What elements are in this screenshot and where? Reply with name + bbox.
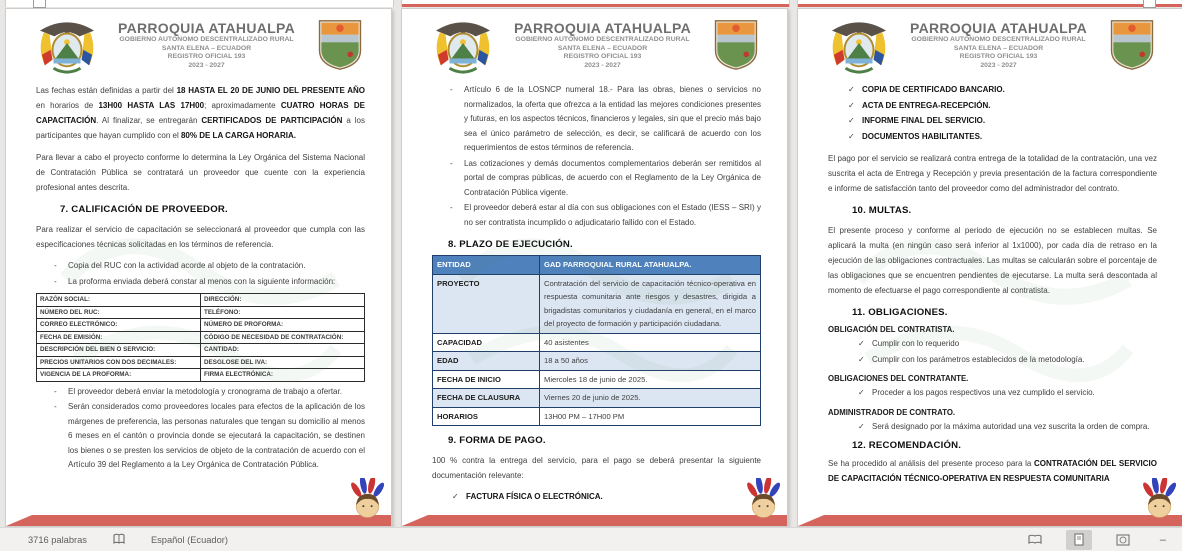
paragraph: El presente proceso y conforme al periodo de ejecución no se establecen multas. Se aplicará la multa (en ningún caso será inferior al 1x1000), por cada día de retraso en la ejecución de las obligaciones contractuales. Las multas se calcularán sobre el porcentaje de las obligaciones que se encuentren pendientes de ejecutarse. La multa será descontada al momento de efectuarse el pago correspondiente al contratista. — [828, 226, 1157, 295]
check-icon: ✓ — [858, 388, 865, 397]
check-list-item: ✓ Será designado por la máxima autoridad una vez suscrita la orden de compra. — [828, 420, 1157, 435]
page-title: PARROQUIA ATAHUALPA — [117, 20, 296, 36]
atahualpa-mascot-icon — [349, 478, 386, 522]
text-run: . Al finalizar, se entregarán — [96, 116, 202, 125]
proforma-requirements-table — [36, 293, 365, 382]
table-row: CORREO ELECTRÓNICO: NÚMERO DE PROFORMA: — [37, 319, 365, 332]
subheading-administrador: ADMINISTRADOR DE CONTRATO. — [828, 407, 956, 417]
list-item: - El proveedor deberá estar al día con sus obligaciones con el Estado (IESS – SRI) y no ser contratista incumplido o adjudicatario fallido con el Estado. — [432, 201, 761, 230]
text-run-bold: 13H00 HASTA LAS 17H00 — [98, 101, 205, 110]
page-1[interactable] — [5, 8, 392, 527]
parish-shield-icon — [711, 18, 761, 72]
list-item: - El proveedor deberá enviar la metodología y cronograma de trabajo a ofertar. — [36, 385, 365, 400]
header-line4: 2023 - 2027 — [188, 61, 225, 69]
text-run-bold: 18 HASTA EL 20 DE JUNIO DEL PRESENTE AÑO — [176, 86, 365, 95]
parish-shield-icon — [1107, 18, 1157, 72]
list-item: - Artículo 6 de la LOSNCP numeral 18.- Para las obras, bienes o servicios no normalizados, la oferta que ofrezca a la entidad las mejores condiciones presentes y futuras, en los aspectos técnicos, financieros y legales, sin que el precio más bajo sea el único parámetro de selección, es decir, se calificará de acuerdo con los requerimientos de estos términos de referencia. — [432, 83, 761, 156]
status-bar — [0, 527, 1182, 551]
document-header — [36, 18, 365, 76]
table-row: FECHA DE INICIO Miercoles 18 de junio de 2025. — [433, 370, 761, 389]
subheading-contratista: OBLIGACIÓN DEL CONTRATISTA. — [828, 325, 955, 334]
check-list-item: ✓ FACTURA FÍSICA O ELECTRÓNICA. — [432, 490, 761, 505]
list-item: - Las cotizaciones y demás documentos complementarios deberán ser remitidos al portal de compras públicas, de acuerdo con el Reglamento de la Ley Orgánica de Contratación Pública vigente. — [432, 157, 761, 201]
paragraph: Para realizar el servicio de capacitación se seleccionará al proveedor que cumpla con las especificaciones técnicas solicitadas en los términos de referencia. — [36, 225, 365, 249]
dash-bullet-icon: - — [450, 158, 453, 168]
header-line1: GOBIERNO AUTÓNOMO DESCENTRALIZADO RURAL — [515, 36, 690, 43]
footer-ribbon — [6, 515, 391, 526]
check-icon: ✓ — [858, 354, 865, 364]
dash-bullet-icon: - — [450, 85, 453, 94]
document-header — [828, 18, 1157, 76]
paragraph: 100 % contra la entrega del servicio, para el pago se deberá presentar la siguiente documentación relevante: — [432, 456, 761, 480]
paragraph: Para llevar a cabo el proyecto conforme lo determina la Ley Orgánica del Sistema Nacional de Contratación Pública se contratará un proveedor que cuente con la experiencia profesional antes descrita. — [36, 153, 365, 192]
check-icon: ✓ — [858, 339, 865, 348]
table-row: HORARIOS 13H00 PM – 17H00 PM — [433, 407, 761, 426]
prev-page-bottom-sliver — [5, 0, 394, 7]
check-list-item: ✓ ACTA DE ENTREGA-RECEPCIÓN. — [828, 99, 1157, 114]
table-row: RAZÓN SOCIAL: DIRECCIÓN: — [37, 294, 365, 307]
print-layout-button[interactable] — [1066, 530, 1092, 550]
header-line2: SANTA ELENA – ECUADOR — [557, 44, 648, 52]
header-line3: REGISTRO OFICIAL 193 — [563, 53, 642, 61]
check-list-item: ✓ COPIA DE CERTIFICADO BANCARIO. — [828, 83, 1157, 98]
table-row: DESCRIPCIÓN DEL BIEN O SERVICIO: CANTIDAD: — [37, 344, 365, 357]
page-title: PARROQUIA ATAHUALPA — [513, 20, 692, 36]
header-line4: 2023 - 2027 — [584, 61, 621, 69]
text-run: a los participantes que hayan cumplido con el — [36, 116, 366, 140]
check-icon: ✓ — [848, 131, 855, 141]
text-run-bold: CUATRO HORAS DE CAPACITACIÓN — [36, 101, 366, 125]
section-heading-7: 7. CALIFICACIÓN DE PROVEEDOR. — [60, 204, 228, 215]
paragraph — [36, 83, 365, 143]
section-heading-10: 10. MULTAS. — [852, 205, 912, 216]
text-run: Se ha procedido al análisis del presente proceso para la — [828, 459, 1034, 468]
zoom-out-button[interactable]: – — [1159, 533, 1166, 546]
check-list-item: ✓ DOCUMENTOS HABILITANTES. — [828, 130, 1157, 145]
atahualpa-mascot-icon — [1141, 478, 1178, 522]
list-item: - La proforma enviada deberá constar al menos con la siguiente información: — [36, 275, 365, 290]
dash-bullet-icon: - — [54, 276, 57, 286]
header-line4: 2023 - 2027 — [980, 61, 1017, 69]
header-line2: SANTA ELENA – ECUADOR — [953, 44, 1044, 52]
text-run-bold: CONTRATACIÓN DEL SERVICIO DE CAPACITACIÓN TÉCNICO-OPERATIVA EN RESPUESTA COMUNITARIA — [828, 459, 1157, 483]
page-title: PARROQUIA ATAHUALPA — [909, 20, 1088, 36]
page-3[interactable] — [797, 8, 1182, 527]
ecuador-coat-of-arms-icon — [828, 20, 890, 76]
word-count[interactable]: 3716 palabras — [28, 534, 87, 545]
page-2[interactable] — [401, 8, 788, 527]
dash-bullet-icon: - — [54, 261, 57, 270]
paragraph: El pago por el servicio se realizará contra entrega de la totalidad de la contratación, una vez suscrita el acta de Entrega y Recepción y previa presentación de la factura correspondiente e informe de satisfacción tanto del proveedor como del administrador del contrato. — [828, 154, 1157, 193]
section-heading-9: 9. FORMA DE PAGO. — [448, 435, 546, 446]
page-boundary-marker — [1143, 0, 1156, 8]
page-boundary-marker — [33, 0, 46, 8]
table-header-row: ENTIDAD GAD PARROQUIAL RURAL ATAHUALPA. — [433, 256, 761, 275]
dash-bullet-icon: - — [54, 402, 57, 411]
dash-bullet-icon: - — [450, 203, 453, 212]
table-row: FECHA DE CLAUSURA Viernes 20 de junio de 2025. — [433, 389, 761, 408]
document-header — [432, 18, 761, 76]
web-layout-button[interactable] — [1110, 530, 1136, 550]
check-icon: ✓ — [848, 116, 855, 125]
check-list-item: ✓ Cumplir con lo requerido — [828, 337, 1157, 352]
check-list-item: ✓ Cumplir con los parámetros establecidos de la metodología. — [828, 353, 1157, 368]
dash-bullet-icon: - — [54, 386, 57, 396]
table-row: PRECIOS UNITARIOS CON DOS DECIMALES: DESGLOSE DEL IVA: — [37, 356, 365, 369]
footer-ribbon — [402, 515, 787, 526]
proofing-icon[interactable] — [113, 533, 125, 546]
text-run: ; aproximadamente — [204, 101, 281, 110]
header-line1: GOBIERNO AUTÓNOMO DESCENTRALIZADO RURAL — [119, 36, 294, 43]
prev-page-bottom-sliver — [797, 0, 1182, 7]
paragraph — [828, 456, 1157, 486]
header-line1: GOBIERNO AUTÓNOMO DESCENTRALIZADO RURAL — [911, 36, 1086, 43]
table-row: FECHA DE EMISIÓN: CÓDIGO DE NECESIDAD DE CONTRATACIÓN: — [37, 331, 365, 344]
check-icon: ✓ — [452, 492, 459, 501]
document-canvas — [5, 8, 1182, 527]
ecuador-coat-of-arms-icon — [432, 20, 494, 76]
table-row: EDAD 18 a 50 años — [433, 352, 761, 371]
text-run-bold: CERTIFICADOS DE PARTICIPACIÓN — [201, 116, 343, 125]
read-mode-button[interactable] — [1022, 530, 1048, 550]
list-item: - Serán considerados como proveedores locales para efectos de la aplicación de los márgenes de preferencia, las personas naturales que tengan su domicilio al menos 6 meses en el cantón o provincia donde se ejecutará la capacitación, se destinen los bienes o se presten los servicios de objeto de la contratación de acuerdo con el Artículo 39 del Reglamento a la Ley Orgánica de Contratación Pública. — [36, 400, 365, 473]
check-list-item: ✓ Proceder a los pagos respectivos una vez cumplido el servicio. — [828, 386, 1157, 401]
list-item: - Copia del RUC con la actividad acorde al objeto de la contratación. — [36, 259, 365, 274]
subheading-contratante: OBLIGACIONES DEL CONTRATANTE. — [828, 374, 969, 383]
parish-shield-icon — [315, 18, 365, 72]
header-line3: REGISTRO OFICIAL 193 — [959, 53, 1038, 61]
check-icon: ✓ — [848, 85, 855, 94]
execution-schedule-table — [432, 255, 761, 426]
text-run: en horarios de — [36, 101, 99, 110]
text-run-bold: 80% DE LA CARGA HORARIA. — [180, 131, 296, 140]
table-row: CAPACIDAD 40 asistentes — [433, 333, 761, 352]
ecuador-coat-of-arms-icon — [36, 20, 98, 76]
text-run: Las fechas están definidas a partir del — [36, 86, 177, 95]
check-list-item: ✓ INFORME FINAL DEL SERVICIO. — [828, 114, 1157, 129]
language-indicator[interactable]: Español (Ecuador) — [150, 534, 228, 545]
header-line3: REGISTRO OFICIAL 193 — [167, 53, 246, 61]
section-heading-11: 11. OBLIGACIONES. — [852, 307, 948, 318]
footer-ribbon — [798, 515, 1182, 526]
header-line2: SANTA ELENA – ECUADOR — [161, 44, 252, 52]
prev-page-bottom-sliver — [401, 0, 790, 7]
table-row: PROYECTO Contratación del servicio de capacitación técnico-operativa en respuesta comunitaria ante riesgos y desastres, dirigida a brigadistas comunitarios y ciudadanía en general, en el marco del proyecto de formación y participación ciudadana. — [433, 274, 761, 333]
section-heading-12: 12. RECOMENDACIÓN. — [852, 440, 962, 451]
table-row: NÚMERO DEL RUC: TELÉFONO: — [37, 306, 365, 319]
atahualpa-mascot-icon — [745, 478, 782, 522]
section-heading-8: 8. PLAZO DE EJECUCIÓN. — [448, 239, 573, 250]
table-row: VIGENCIA DE LA PROFORMA: FIRMA ELECTRÓNICA: — [37, 369, 365, 382]
check-icon: ✓ — [858, 421, 865, 431]
check-icon: ✓ — [848, 100, 855, 110]
